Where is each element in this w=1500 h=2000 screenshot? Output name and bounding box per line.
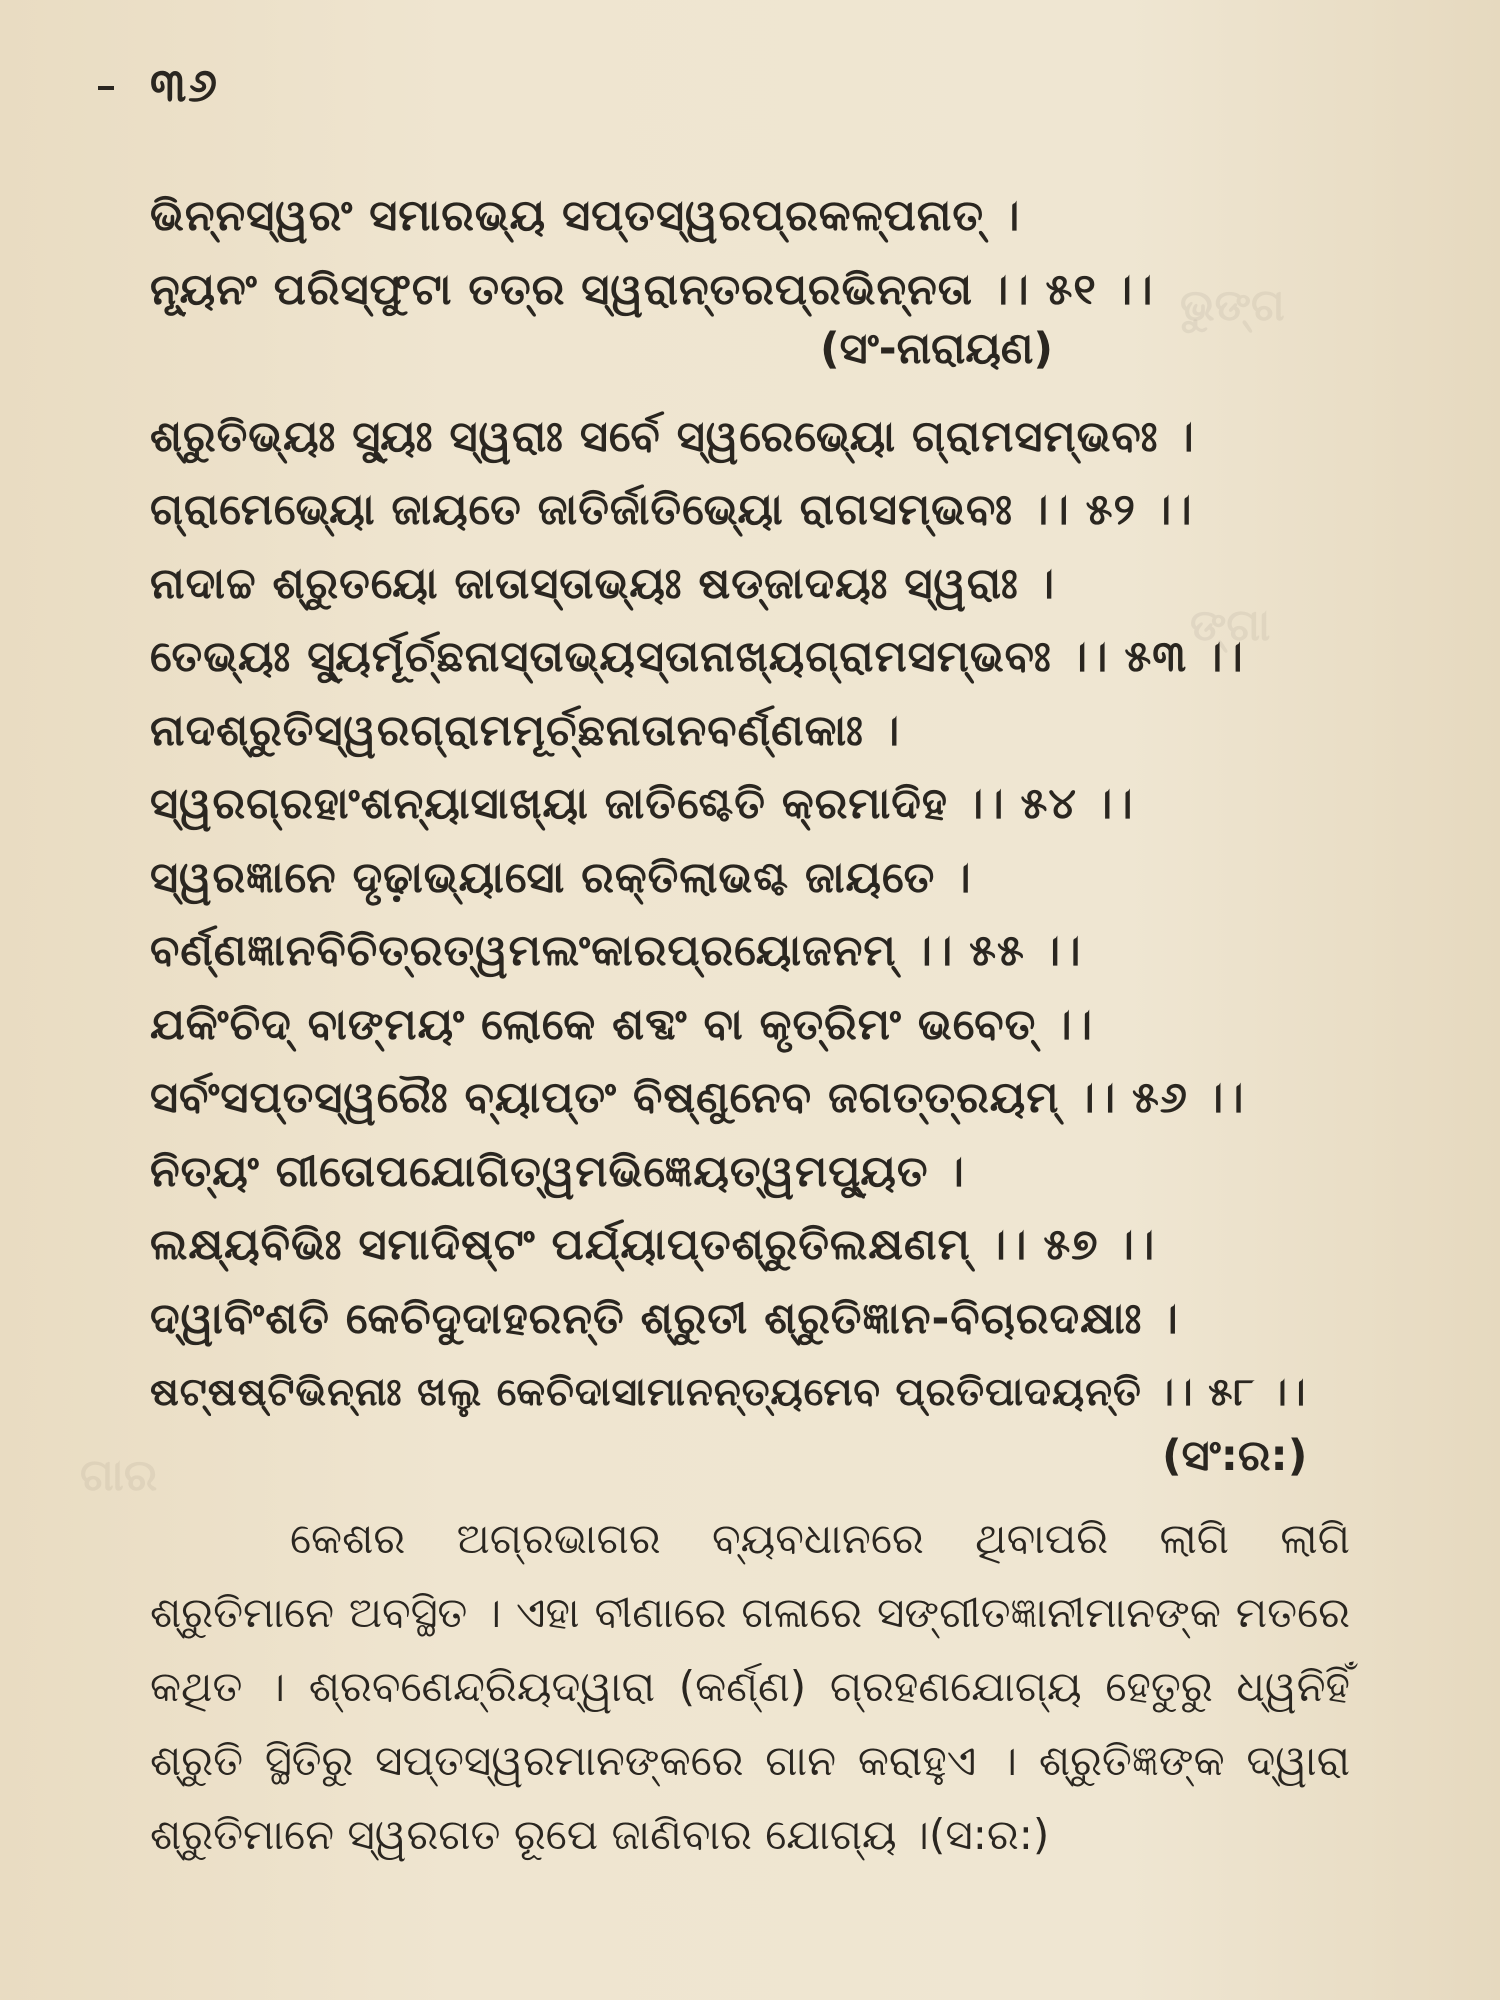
page-number: ୩୬ xyxy=(150,58,220,112)
verse-line: ନାଦାଚ୍ଚ ଶ୍ରୁତୟୋ ଜାତାସ୍ତାଭ୍ୟଃ ଷଡ୍‌ଜାଦୟଃ ସ୍ୱରାଃ । xyxy=(150,558,1056,609)
bleed-through-text: ଗାର xyxy=(80,1450,158,1501)
sanskrit-verses xyxy=(150,180,1330,1430)
verse-line: ନିତ୍ୟଂ ଗୀତୋପଯୋଗିତ୍ୱମଭିଜ୍ଞେୟତ୍ୱମପ୍ୟୁତ । xyxy=(150,1146,965,1197)
verse-line: ଗ୍ରାମେଭ୍ୟୋ ଜାୟତେ ଜାତିର୍ଜାତିଭ୍ୟୋ ରାଗସମ୍ଭବଃ ।। ୫୨ ।। xyxy=(150,485,1193,535)
verse-line: ଯକିଂଚିଦ୍ ବାଙ୍ମୟଂ ଲୋକେ ଶବ୍ଦଂ ବା କୃତ୍ରିମଂ ଭବେତ୍ ।। xyxy=(150,999,1093,1050)
verse-line: ଭିନ୍ନସ୍ୱରଂ ସମାରଭ୍ୟ ସପ୍ତସ୍ୱରପ୍ରକଳ୍ପନାତ୍ । xyxy=(150,191,1021,241)
verse-line: ତେଭ୍ୟଃ ସ୍ୟୁର୍ମୂର୍ଚ୍ଛନାସ୍ତାଭ୍ୟସ୍ତାନାଖ୍ୟଗ୍ରାମସମ୍ଭବଃ ।। ୫୩ ।। xyxy=(150,632,1244,682)
verse-line: ଲକ୍ଷ୍ୟବିଭିଃ ସମାଦିଷ୍ଟଂ ପର୍ଯ୍ୟାପ୍ତଶ୍ରୁତିଲକ୍ଷଣମ୍ ।। ୫୭ ।। xyxy=(150,1220,1156,1270)
verse-line: ଦ୍ୱାବିଂଶତି କେଚିଦୁଦାହରନ୍ତି ଶ୍ରୁତୀ ଶ୍ରୁତିଜ୍ଞାନ-ବିଚାରଦକ୍ଷାଃ । xyxy=(150,1293,1179,1344)
page-number-dash xyxy=(98,86,114,90)
prose-paragraph: କେଶର ଅଗ୍ରଭାଗର ବ୍ୟବଧାନରେ ଥିବାପରି ଲାଗି ଲାଗି ଶ୍ରୁତିମାନେ ଅବସ୍ଥିତ । ଏହା ବୀଣାରେ ଗଳାରେ ସଙ୍ଗୀତଜ୍ଞାନୀମାନଙ୍କ ମତରେ କଥିତ । ଶ୍ରବଣେନ୍ଦ୍ରିୟଦ୍ୱାରା (କର୍ଣ୍ଣ) ଗ୍ରହଣଯୋଗ୍ୟ ହେତୁରୁ ଧ୍ୱନିହିଁ ଶ୍ରୁତି ସ୍ଥିତିରୁ ସପ୍ତସ୍ୱରମାନଙ୍କରେ ଗାନ କରାହୁଏ । ଶ୍ରୁତିଜ୍ଞଙ୍କ ଦ୍ୱାରା ଶ୍ରୁତିମାନେ ସ୍ୱରଗତ ରୂପେ ଜାଣିବାର ଯୋଗ୍ୟ ।(ସ:ର:) xyxy=(150,1514,1350,1859)
verse-line: ଶ୍ରୁତିଭ୍ୟଃ ସ୍ୟୁଃ ସ୍ୱରାଃ ସର୍ବେ ସ୍ୱରେଭ୍ୟୋ ଗ୍ରାମସମ୍ଭବଃ । xyxy=(150,411,1195,462)
verse-line: ବର୍ଣ୍ଣଜ୍ଞାନବିଚିତ୍ରତ୍ୱମଲଂକାରପ୍ରୟୋଜନମ୍ ।। ୫୫ ।। xyxy=(150,926,1082,976)
verse-line: ଷଟ୍‌ଷଷ୍ଟିଭିନ୍ନାଃ ଖଲୁ କେଚିଦାସାମାନନ୍ତ୍ୟମେବ ପ୍ରତିପାଦୟନ୍ତି ।। ୫୮ ।। xyxy=(150,1370,1307,1415)
verse-line: ସର୍ବଂସପ୍ତସ୍ୱରୈଃ ବ୍ୟାପ୍ତଂ ବିଷ୍ଣୁନେବ ଜଗତ୍‌ତ୍ରୟମ୍ ।। ୫୬ ।। xyxy=(150,1073,1245,1123)
verse-line: ନାଦଶ୍ରୁତିସ୍ୱରଗ୍ରାମମୂର୍ଚ୍ଛନାତାନବର୍ଣ୍ଣକାଃ । xyxy=(150,705,901,756)
verse-line: ନ୍ୟୂନଂ ପରିସ୍ଫୁଟା ତତ୍ର ସ୍ୱରାନ୍ତରପ୍ରଭିନ୍ନତା ।। ୫୧ ।। xyxy=(150,264,1154,315)
citation-narayan: (ସଂ-ନାରାୟଣ) xyxy=(820,324,1053,374)
citation-spacer xyxy=(150,327,1330,401)
bleed-through-text: ଙ୍ଗା xyxy=(1190,600,1271,651)
bleed-through-text: ଭୁଙ୍ଗ xyxy=(1180,280,1285,331)
verse-line: ସ୍ୱରଗ୍ରହାଂଶନ୍ୟାସାଖ୍ୟା ଜାତିଶ୍ଚେତି କ୍ରମାଦିହ ।। ୫୪ ।। xyxy=(150,779,1134,829)
verse-line: ସ୍ୱରଜ୍ଞାନେ ଦୃଢ଼ାଭ୍ୟାସୋ ରକ୍ତିଲାଭଶ୍ଚ ଜାୟତେ । xyxy=(150,852,972,903)
citation-sangeet-ratnakar: (ସଂ:ର:) xyxy=(1162,1431,1308,1481)
